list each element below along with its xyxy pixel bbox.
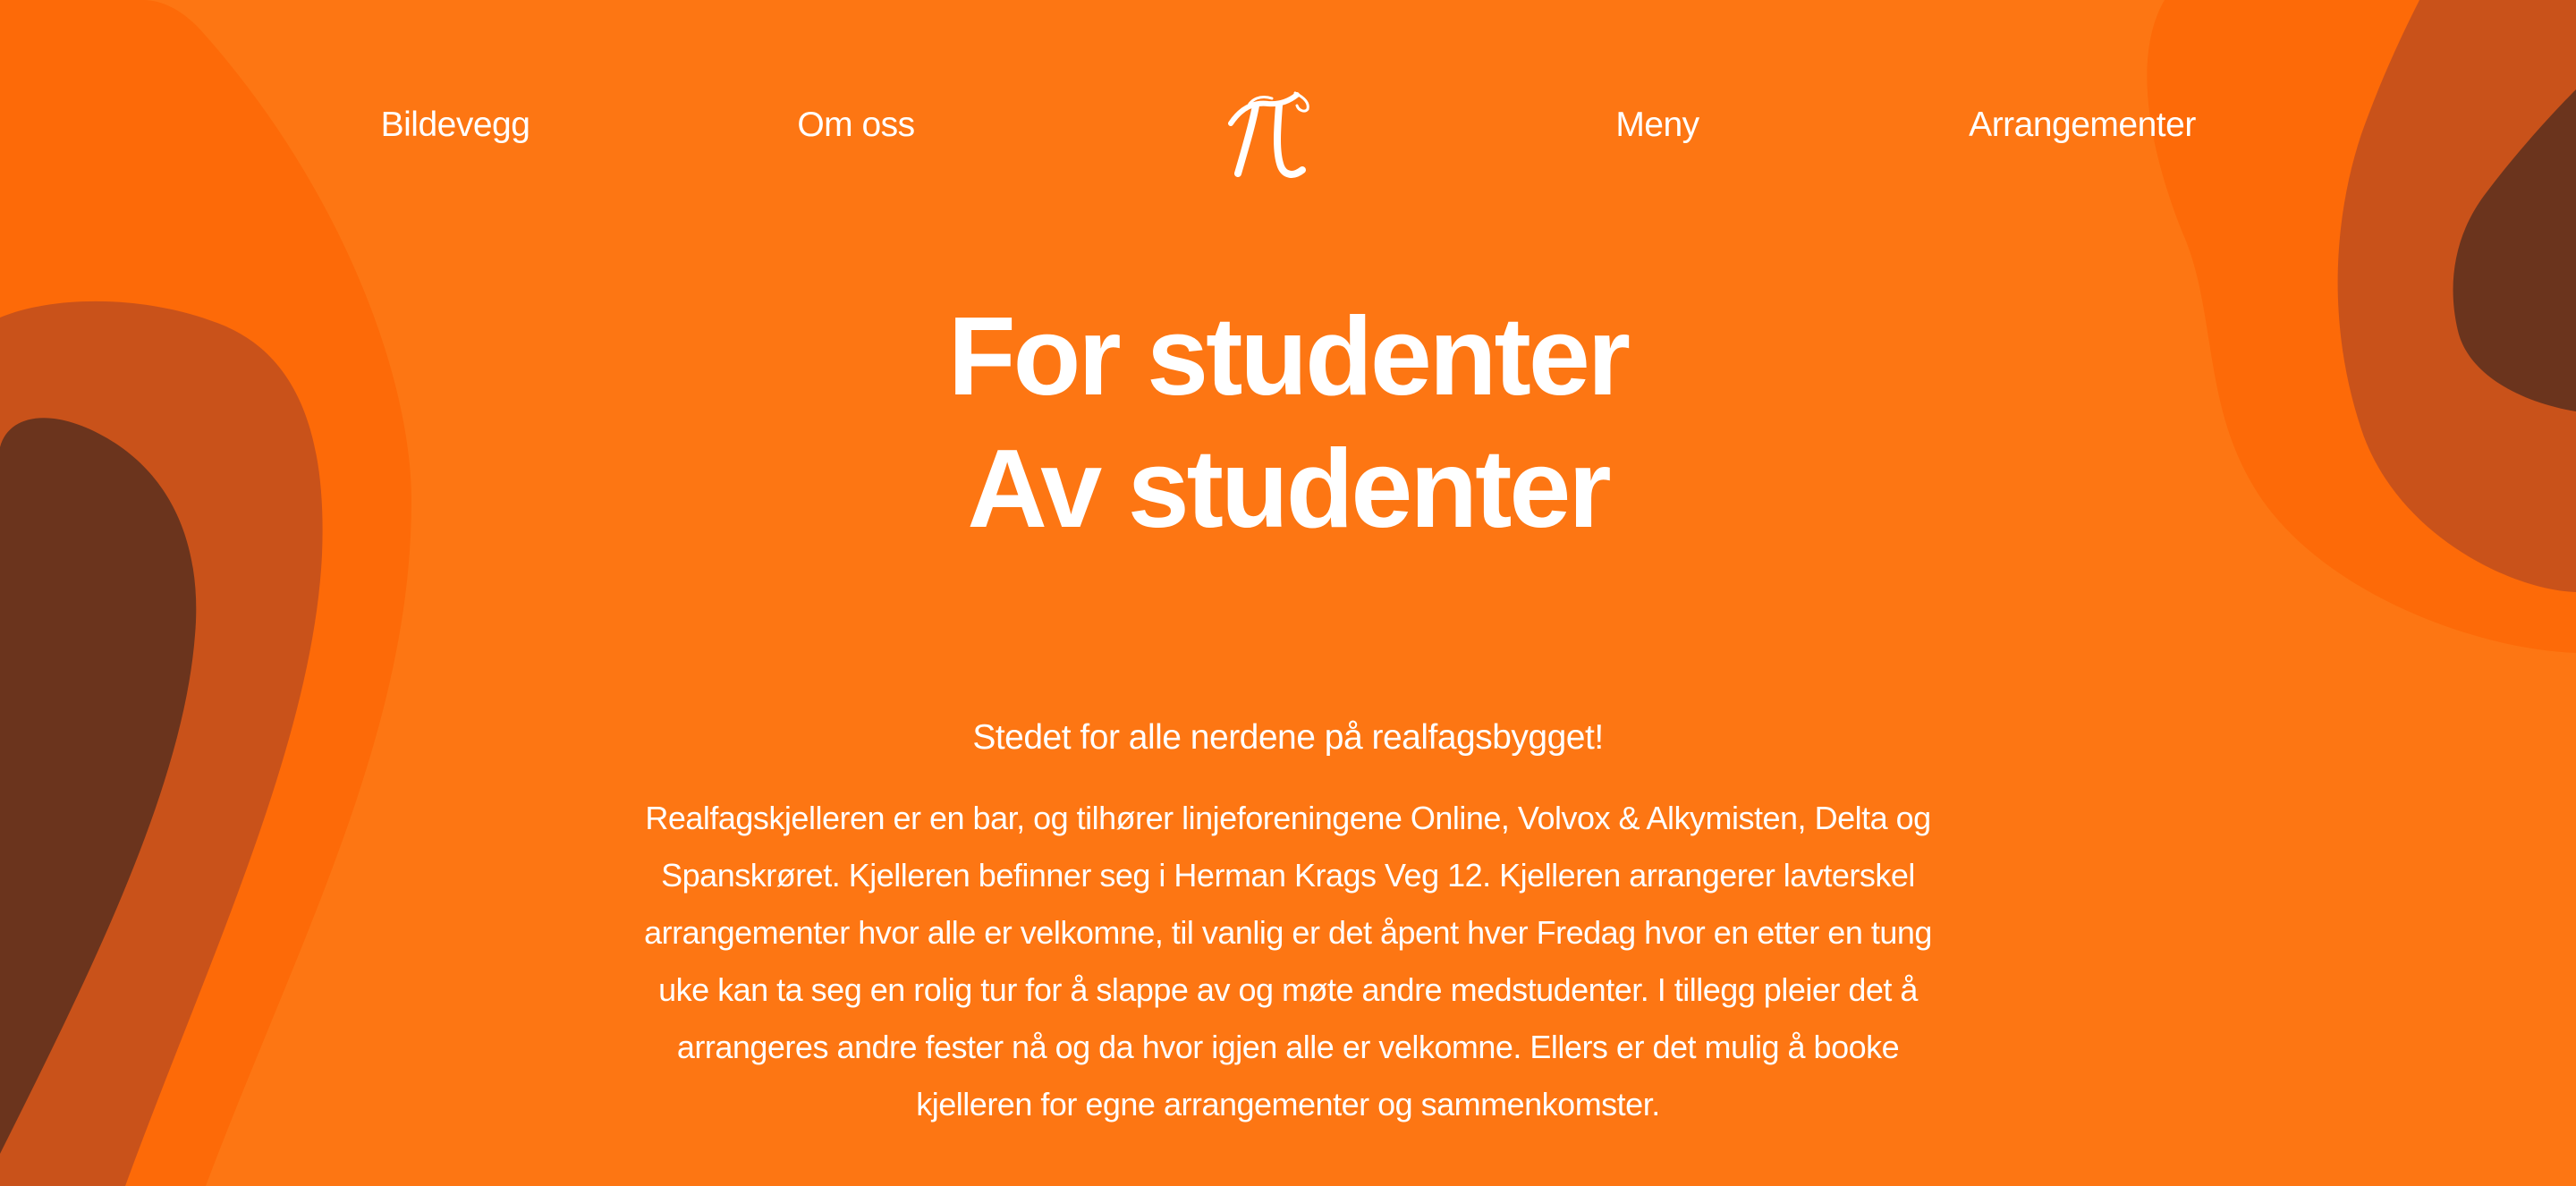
- hero-title-line1: For studenter: [947, 295, 1629, 419]
- hero: [0, 291, 2576, 555]
- nav-link-arrangementer[interactable]: Arrangementer: [1969, 106, 2196, 144]
- nav-link-om-oss[interactable]: Om oss: [797, 106, 915, 144]
- pi-logo-icon[interactable]: [1225, 89, 1315, 182]
- nav-link-meny[interactable]: Meny: [1615, 106, 1699, 144]
- intro-tagline: Stedet for alle nerdene på realfagsbygget!: [972, 718, 1604, 757]
- intro-paragraph: Realfagskjelleren er en bar, og tilhører linjeforeningene Online, Volvox & Alkymisten, Delta og Spanskrøret. Kjelleren befinner seg i Herman Krags Veg 12. Kjelleren arrangerer lavterskel arrangementer hvor alle er velkomne, til vanlig er det åpent hver Fredag hvor en etter en tung uke kan ta seg en rolig tur for å slappe av og møte andre medstudenter. I tillegg pleier det å arrangeres andre fester nå og da hvor igjen alle er velkomne. Ellers er det mulig å booke kjelleren for egne arrangementer og sammenkomster.: [644, 800, 1932, 1122]
- nav-link-bildevegg[interactable]: Bildevegg: [380, 106, 530, 144]
- top-navigation: [0, 0, 2576, 268]
- hero-title-line2: Av studenter: [967, 428, 1609, 551]
- intro-section: [626, 711, 1950, 1133]
